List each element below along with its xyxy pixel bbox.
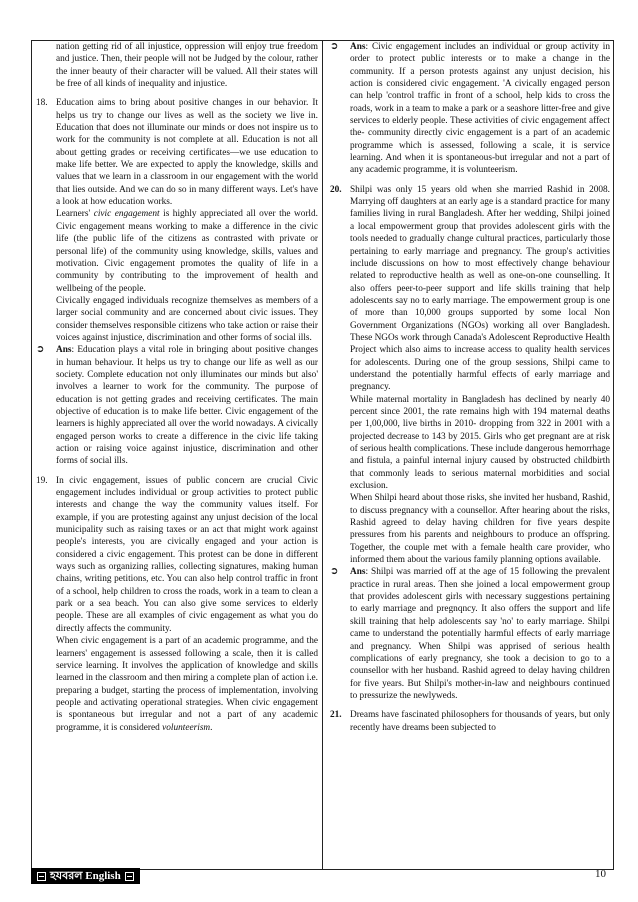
question-20 — [330, 184, 610, 567]
book-icon — [125, 872, 134, 881]
continued-paragraph: nation getting rid of all injustice, oppression will enjoy true freedom and justice. Then, their people will not be Judged by the colour, rather the inner beauty of their character will be valued. All their states will be free of all kinds of inequality and injustice. — [56, 42, 318, 90]
footer-brand-tag — [31, 868, 140, 884]
column-divider — [322, 41, 323, 869]
question-21-text: Dreams have fascinated philosophers for thousands of years, but only recently have dreams been subjected to — [350, 710, 610, 733]
answer-20-text: : Shilpi was married off at the age of 15 following the prevalent practice in rural areas. Then she joined a local empowerment group that provides adolescent girls with necessary suggestions pertaining to early marriage and pregnqncy. It also offers the support and life skill training that help adolescents say 'no' to early marriage. Shilpi came to understand the potentially harmful effects of early marriage and pregnancy. When Shilpi was apprised of serious health complications of early pregnancy, she took a decision to go to a counsellor with her husband. Rashid agreed to delay having children for five years. But Shilpi's mother-in-law and neighbours continued to pressurize the newlyweds. — [350, 567, 610, 701]
question-19-text: In civic engagement, issues of public concern are crucial Civic engagement includes individual or group activities to protect public interests and change the way the community values itself. For example, if you are protesting against any unjust decision of the local municipality such as raising taxes or an act that might work against people's interests, you are civically engaged and your action is considered a civic engagement. This protest can be done in different ways such as organizing rallies, collecting signatures, making human chains, writing petitions, etc. You can also help control traffic in front of a school, help children to cross the roads, work in a team to clean a park or a sea beach. You can also give some services to elderly people. These are all examples of civic engagement as what you do directly affects the community. — [56, 475, 318, 634]
arrow-bullet-icon: ➲ — [330, 566, 339, 578]
left-column — [36, 41, 318, 869]
question-number: 21. — [330, 710, 342, 721]
question-20-risks: When Shilpi heard about those risks, she invited her husband, Rashid, to discuss pregnancy with a counsellor. After hearing about the risks, Rashid agreed to delay having children for five years despite pressures from his parents and neighbours to produce an offspring. Together, the couple met with a female health care provider, who informed them about the various family planning options available. — [350, 493, 610, 566]
civic-engagement-term: civic engagement — [93, 209, 160, 220]
answer-19-text: : Civic engagement includes an individual or group activity in order to protect public interests or to make a change in the community. If a person protests against any unjust decision, his action is considered civic engagement. 'A civically engaged person can help 'control traffic in front of a school, help kids to cross the roads, work in a team to make a park or a seashore litter-free and give services to elderly people. These activities of civic engagement affect the- community directly civic engagement is a part of an academic programme which is assessed, following a scale, it is service learning. And when it is spontaneous-but irregular and not a part of any academic programme, it is volunteerism. — [350, 42, 610, 176]
question-number: 19. — [36, 475, 48, 486]
answer-label: Ans — [350, 567, 366, 578]
question-20-text: Shilpi was only 15 years old when she married Rashid in 2008. Marrying off daughters at an early age is a standard practice for many families living in rural Bangladesh. After her wedding, Shilpi joined a local empowerment group that provides adolescent girls with the tools needed to gradually change cultural practices, particularly those pertaining to early marriage and pregnancy. The group's activities include discussions on how to most effectively change behaviour related to reproductive health as well as one-on-one counselling. It also offers peer-to-peer support and life skills training that help adolescents say no to early marriage. The empowerment group is one of more than 10,000 groups supported by some local Non Government Organizations (NGOs) working all over Bangladesh. These NGOs work through Canada's Adolescent Reproductive Health Project which also aims to increase access to quality health services for adolescents. During one of the group sessions, Shilpi came to understand the potentially harmful effects of early marriage and pregnancy. — [350, 184, 610, 393]
question-number: 18. — [36, 98, 48, 109]
answer-label: Ans — [350, 42, 366, 52]
question-21 — [330, 709, 610, 734]
question-18-learners: Learners' civic engagement is highly appreciated all over the world. Civic engagement means working to make a difference in the civic life (the public life of the citizens as contrasted with private or personal life) of the community using knowledge, skills, values and motivation. Civic engagement promotes the quality of life in a community by contributing to the improvement of health and wellbeing of the people. — [56, 209, 318, 294]
question-18-text: Education aims to bring about positive changes in our behavior. It helps us try to change our lives as well as the society we live in. Education that does not illuminate our minds or does not inspire us to work for the community is not complete at all. Education is not all about getting grades or receiving certificates—we use education to make life better. We are expected to apply the knowledge, skills and values that we learn in a classroom in our engagement with the world that lies outside. And we can do so in many different ways. Let's have a look at how education works. — [56, 98, 318, 208]
volunteerism-term: volunteerism — [162, 722, 211, 733]
answer-18 — [36, 344, 318, 467]
arrow-bullet-icon: ➲ — [36, 344, 45, 356]
page-frame — [31, 40, 614, 870]
page-footer — [31, 866, 614, 886]
arrow-bullet-icon: ➲ — [330, 41, 339, 52]
question-18 — [36, 97, 318, 344]
question-number: 20. — [330, 184, 342, 195]
right-column — [330, 41, 610, 869]
answer-20 — [330, 566, 610, 702]
question-20-mortality: While maternal mortality in Bangladesh has declined by nearly 40 percent since 2001, the rate remains high with 194 maternal deaths per 1,00,000, live births in 2010- dropping from 322 in 2001 with a projected decrease to 143 by 2015. Girls who get pregnant are at risk of serious health complications. These include dangerous hemorrhage and fistula, a painful internal injury caused by obstructed childbirth that commonly leads to serious maternal morbidities and social exclusion. — [350, 394, 610, 492]
question-19 — [36, 475, 318, 734]
question-18-civically: Civically engaged individuals recognize themselves as members of a larger social community and are concerned about civic issues. They consider themselves responsible citizens who take action or raise their voices against injustice, discrimination and other forms of social ills. — [56, 295, 318, 343]
footer-brand: হযবরল English — [50, 870, 121, 882]
book-icon — [37, 872, 46, 881]
question-19-service: When civic engagement is a part of an academic programme, and the learners' engagement is assessed following a scale, then it is called service learning. It involves the application of knowledge and skills learned in the classroom and then miring a complete plan of action i.e. preparing a budget, starting the process of implementation, involving people and activating operational strategies. When civic engagement is spontaneous but irregular and not a part of any academic programme, it is considered volunteerism. — [56, 636, 318, 733]
answer-19 — [330, 41, 610, 177]
answer-18-text: : Education plays a vital role in bringing about positive changes in human behaviour. It helps us try to change our life as well as our society. Complete education not only illuminates our minds but also' involves a learner to work for the community. The purpose of education is not getting grades and receiving certificates. The main objective of education is to make life better. Civic engagement of the learners is highly appreciated all over the world nowadays. A civically engaged person works to create a difference in the civic life taking action or raising voice against injustice, discrimination and other forms of social ills. — [56, 345, 318, 467]
page-number: 10 — [595, 868, 606, 880]
answer-label: Ans — [56, 345, 72, 356]
